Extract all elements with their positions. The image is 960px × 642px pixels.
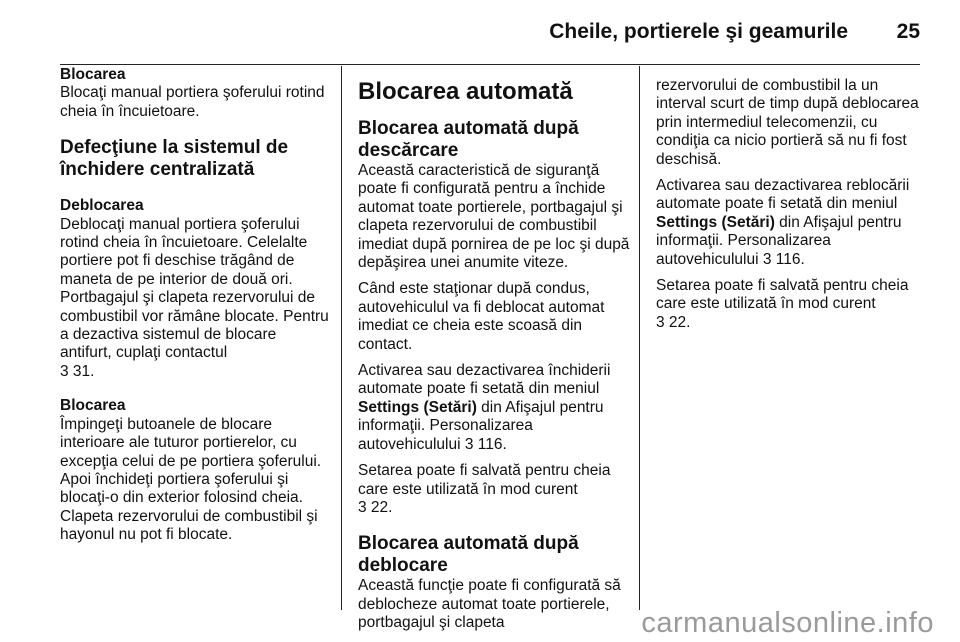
subsection-heading: Blocarea automată după descărcare: [358, 118, 579, 161]
unlock-text: Deblocaţi manual portiera şoferului rotind cheia în încuietoare. Celelalte portiere pot fi deschise trăgând de maneta de pe interior de două ori. Portbagajul şi clapeta rezervorului de combustibil vor rămâne blocate. Pentru a dezactiva sistemul de blocare antifurt, cuplaţi contactul: [60, 215, 329, 362]
subsection-heading: Blocarea automată după deblocare: [358, 533, 579, 577]
unlock-label: Deblocarea: [60, 197, 144, 215]
column-middle: [358, 66, 630, 641]
menu-name: Settings (Setări): [656, 213, 775, 231]
paragraph: Când este staţionar după condus, autovehiculul va fi deblocat automat imediat ce cheia este scoasă din contact.: [358, 280, 605, 353]
page-title: Cheile, portierele şi geamurile: [549, 20, 848, 43]
paragraph: [358, 462, 630, 517]
paragraph: [358, 362, 630, 454]
text: Setarea poate fi salvată pentru cheia care este utilizată în mod curent: [656, 277, 909, 313]
text: Activarea sau dezactivarea reblocării automate poate fi setată din meniul: [656, 177, 910, 213]
column-divider: [341, 66, 342, 610]
paragraph: Această caracteristică de siguranţă poate fi configurată pentru a închide automat toate portierele, portbagajul şi clapeta rezervorului de combustibil imediat după pornirea de pe loc şi după depăşirea unei anumite viteze.: [358, 162, 630, 272]
page-ref-link[interactable]: 3 31.: [60, 362, 95, 380]
fault-heading: Defecţiune la sistemul de închidere centralizată: [60, 137, 289, 181]
text: din Afişajul pentru informaţii. Personalizarea autovehiculului: [656, 213, 902, 268]
lock-label: Blocarea: [60, 66, 126, 83]
paragraph: [656, 277, 928, 332]
page-header: [0, 18, 960, 48]
text: din Afişajul pentru informaţii. Personalizarea autovehiculului: [358, 398, 604, 453]
column-left: [60, 66, 332, 553]
lock2-label: Blocarea: [60, 397, 126, 415]
paragraph: [656, 177, 928, 269]
watermark: carmanualsonline.info: [641, 607, 934, 639]
paragraph: Această funcţie poate fi configurată să deblocheze automat toate portierele, portbagajul şi clapeta: [358, 577, 621, 632]
page-ref-link[interactable]: 3 116.: [464, 435, 507, 453]
lock2-text: Împingeţi butoanele de blocare interioare ale tuturor portierelor, cu excepţia celui de pe portiera şoferului. Apoi închideţi portiera şoferului şi blocaţi-o din exterior folosind cheia. Clapeta rezervorului de combustibil şi hayonul nu pot fi blocate.: [60, 415, 322, 544]
unlock-paragraph: [60, 216, 332, 382]
section-heading: Blocarea automată: [358, 78, 573, 105]
page-ref-link[interactable]: 3 22.: [656, 313, 691, 331]
text: Setarea poate fi salvată pentru cheia care este utilizată în mod curent: [358, 462, 611, 498]
column-divider: [639, 66, 640, 610]
menu-name: Settings (Setări): [358, 398, 477, 416]
text: Activarea sau dezactivarea închiderii automate poate fi setată din meniul: [358, 362, 611, 398]
header-rule: [60, 64, 920, 65]
lock-text: Blocaţi manual portiera şoferului rotind cheia în încuietoare.: [60, 84, 325, 120]
page-number: 25: [896, 20, 920, 43]
column-right: [656, 66, 928, 340]
page-ref-link[interactable]: 3 22.: [358, 498, 393, 516]
paragraph: rezervorului de combustibil la un interval scurt de timp după deblocarea prin intermediul telecomenzii, cu condiţia ca nicio portieră să nu fi fost deschisă.: [656, 77, 919, 168]
page-ref-link[interactable]: 3 116.: [762, 250, 805, 268]
